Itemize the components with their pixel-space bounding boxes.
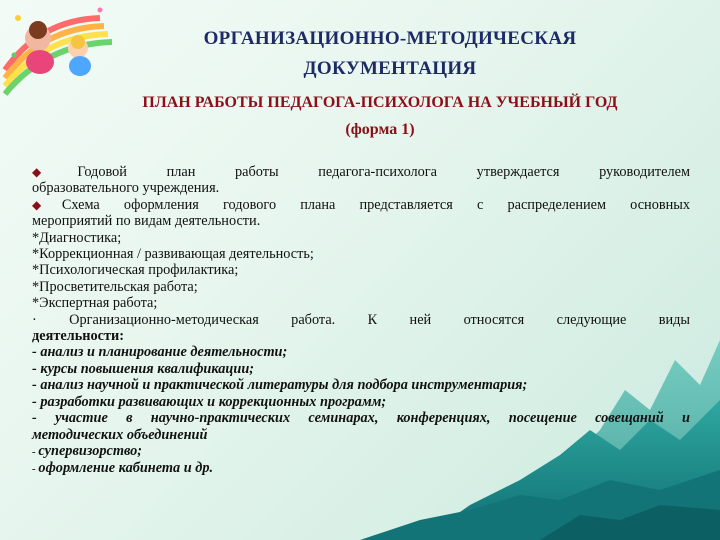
page-title-line-2: ДОКУМЕНТАЦИЯ: [303, 58, 477, 79]
list-item-kind: *Экспертная работа;: [32, 295, 158, 312]
asterisk-bullet-icon: *: [32, 278, 40, 295]
list-item-activity: - разработки развивающих и коррекционных программ;: [32, 393, 387, 410]
dash-bullet: -: [32, 463, 39, 476]
diamond-bullet-icon: ◆: [32, 165, 78, 179]
list-item-activity: - оформление кабинета и др.: [32, 460, 214, 477]
list-item-activity: - курсы повышения квалификации;: [32, 360, 255, 377]
asterisk-bullet-icon: *: [32, 295, 40, 312]
dot-bullet-icon: ·: [32, 311, 70, 328]
children-clipart-decoration: [0, 0, 120, 100]
list-item-kind: *Диагностика;: [32, 229, 122, 246]
dash-bullet: -: [32, 377, 41, 394]
list-item-kind: *Психологическая профилактика;: [32, 262, 239, 279]
list-item-activity: - супервизорство;: [32, 442, 143, 459]
paragraph-plan-scheme: ◆Схема оформления годового плана представляется с распределением основных: [32, 196, 690, 213]
paragraph-annual-plan: ◆Годовой план работы педагога-психолога утверждается руководителем: [32, 164, 690, 180]
dash-bullet: -: [32, 393, 41, 410]
paragraph-org-methodical-cont: деятельности:: [32, 328, 125, 345]
paragraph-plan-scheme-cont: мероприятий по видам деятельности.: [32, 213, 261, 230]
paragraph-annual-plan-cont: образовательного учреждения.: [32, 180, 220, 197]
dash-bullet: -: [32, 360, 41, 377]
form-label: (форма 1): [345, 121, 415, 138]
paragraph-org-methodical: · Организационно-методическая работа. К ней относятся следующие виды: [32, 311, 691, 328]
list-item-activity: - анализ и планирование деятельности;: [32, 344, 288, 361]
plan-subtitle: ПЛАН РАБОТЫ ПЕДАГОГА-ПСИХОЛОГА НА УЧЕБНЫЙ ГОД: [142, 94, 618, 111]
list-item-activity: - анализ научной и практической литературы для подбора инструментария;: [32, 377, 528, 394]
list-item-activity-cont: методических объединений: [32, 426, 208, 443]
asterisk-bullet-icon: *: [32, 229, 40, 246]
list-item-activity: - участие в научно-практических семинарах, конференциях, посещение совещаний и: [32, 410, 690, 427]
diamond-bullet-icon: ◆: [32, 197, 62, 212]
list-item-kind: *Коррекционная / развивающая деятельность;: [32, 246, 314, 263]
page-title-line-1: ОРГАНИЗАЦИОННО-МЕТОДИЧЕСКАЯ: [203, 28, 577, 49]
document-body: [32, 164, 690, 478]
list-item-kind: *Просветительская работа;: [32, 278, 198, 295]
dash-bullet: -: [32, 410, 56, 427]
asterisk-bullet-icon: *: [32, 262, 40, 279]
asterisk-bullet-icon: *: [32, 246, 40, 263]
dash-bullet: -: [32, 344, 41, 361]
dash-bullet: -: [32, 445, 39, 458]
